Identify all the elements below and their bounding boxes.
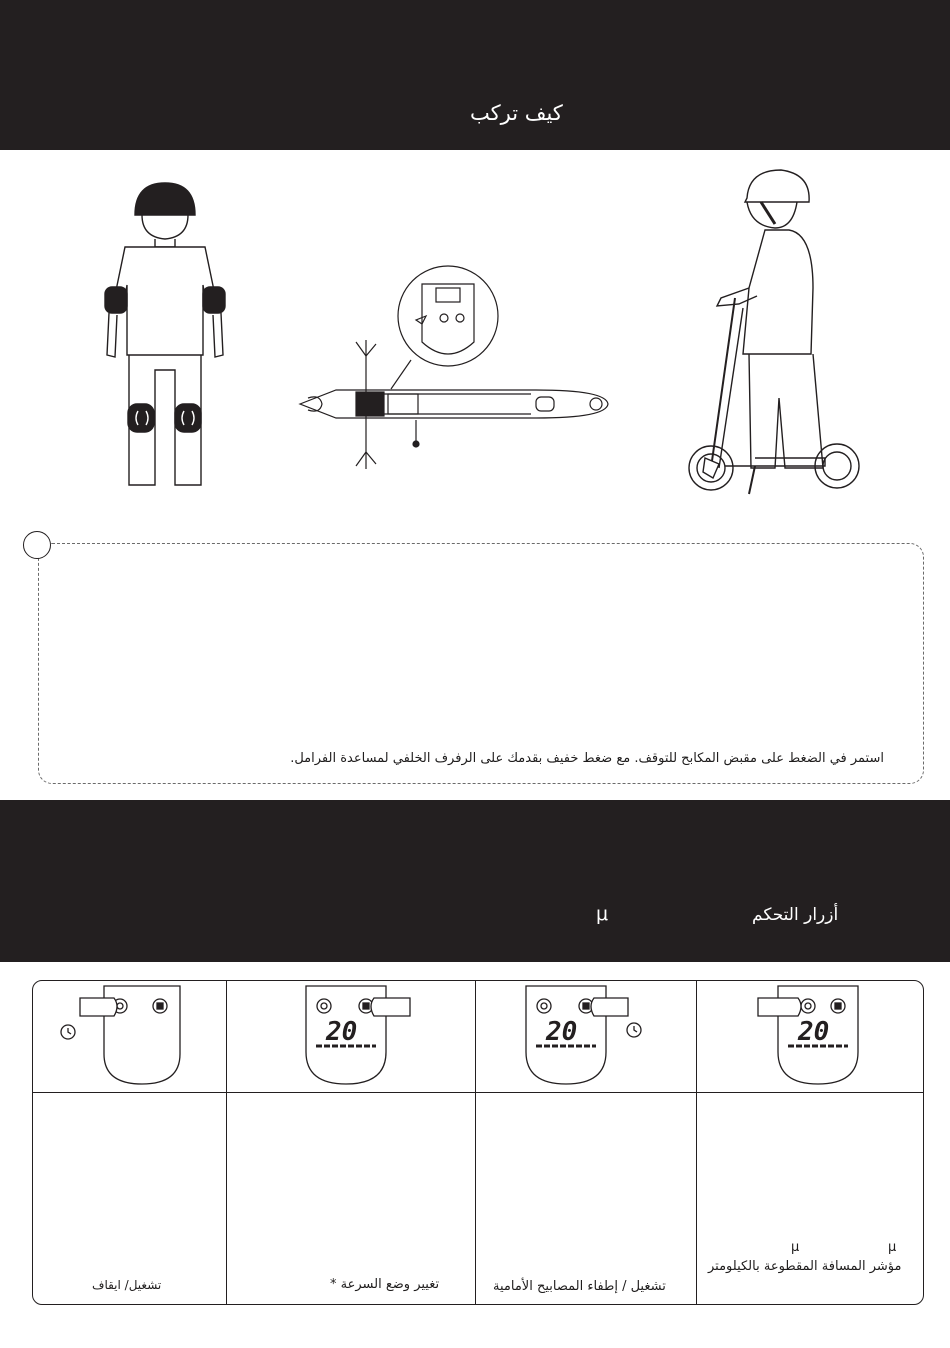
table-divider — [475, 980, 476, 1305]
controls-title: أزرار التحكم — [752, 905, 839, 925]
table-divider — [226, 980, 227, 1305]
display-power-press-illustration — [52, 984, 192, 1089]
display-lights-illustration — [520, 984, 650, 1089]
scooter-top-view-illustration — [296, 264, 616, 469]
warning-icon — [23, 531, 51, 559]
cell-label-speed-mode: تغيير وضع السرعة * — [330, 1277, 440, 1292]
cell-label-odometer: مؤشر المسافة المقطوعة بالكيلومتر — [708, 1259, 902, 1274]
display-speed-value: 20 — [798, 1017, 830, 1047]
table-divider — [696, 980, 697, 1305]
display-speed-value: 20 — [546, 1017, 578, 1047]
cell-label-lights: تشغيل / إطفاء المصابيح الأمامية — [493, 1279, 666, 1294]
page-title: كيف تركب — [470, 101, 563, 125]
cell-label-power: تشغيل/ ايقاف — [92, 1278, 162, 1292]
warning-box — [38, 543, 924, 784]
protective-gear-illustration — [95, 175, 235, 495]
table-divider — [32, 1092, 924, 1093]
cell-mu-right: μ — [888, 1240, 897, 1255]
warning-text: استمر في الضغط على مقبض المكابح للتوقف. مع ضغط خفيف بقدمك على الرفرف الخلفي لمساعدة الفرامل. — [290, 751, 884, 766]
controls-symbol: μ — [596, 903, 609, 925]
controls-header-band — [0, 800, 950, 962]
cell-mu-left: μ — [791, 1240, 800, 1255]
display-speed-value: 20 — [326, 1017, 358, 1047]
display-speed-mode-illustration — [300, 984, 420, 1089]
header-band — [0, 0, 950, 150]
rider-side-view-illustration — [685, 168, 865, 498]
display-odometer-illustration — [756, 984, 876, 1089]
